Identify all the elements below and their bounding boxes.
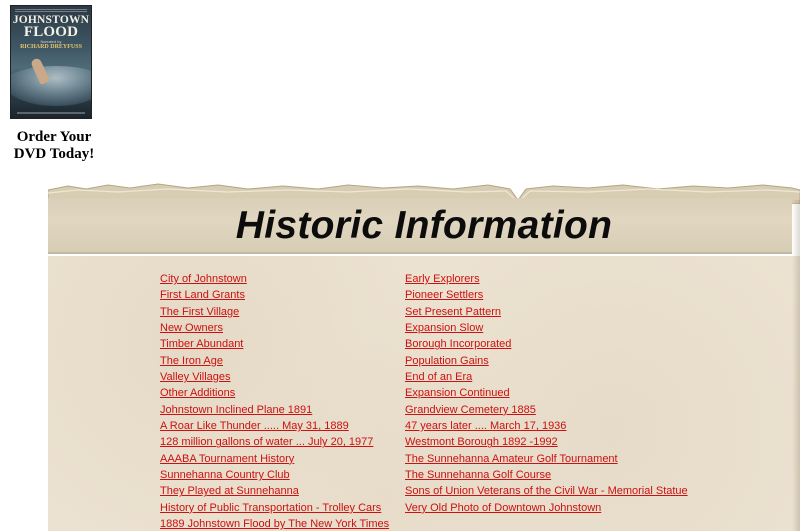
cover-bottom-text	[17, 112, 85, 114]
list-item	[405, 450, 688, 466]
cover-title	[11, 15, 91, 39]
link-aaaba-tournament[interactable]: AAABA Tournament History	[160, 452, 295, 465]
link-first-land-grants[interactable]: First Land Grants	[160, 289, 245, 302]
dvd-cover-image[interactable]	[10, 5, 92, 119]
link-population-gains[interactable]: Population Gains	[405, 354, 489, 367]
list-item	[160, 270, 389, 286]
list-item	[405, 482, 688, 498]
right-link-list	[405, 270, 688, 515]
link-old-photo-downtown[interactable]: Very Old Photo of Downtown Johnstown	[405, 501, 602, 514]
link-early-explorers[interactable]: Early Explorers	[405, 273, 480, 285]
link-expansion-slow[interactable]: Expansion Slow	[405, 322, 484, 335]
list-item	[160, 450, 389, 466]
link-pioneer-settlers[interactable]: Pioneer Settlers	[405, 289, 484, 302]
link-128-million-gallons[interactable]: 128 million gallons of water ... July 20, 1977	[160, 436, 374, 449]
list-item	[160, 433, 389, 449]
list-item	[160, 286, 389, 302]
link-set-present-pattern[interactable]: Set Present Pattern	[405, 305, 501, 318]
list-item	[160, 515, 389, 531]
list-item	[405, 384, 688, 400]
list-item	[405, 303, 688, 319]
cover-tagline	[15, 9, 87, 12]
link-trolley-cars[interactable]: History of Public Transportation - Trolley Cars	[160, 501, 382, 514]
left-link-list	[160, 270, 389, 531]
list-item	[405, 466, 688, 482]
list-item	[160, 368, 389, 384]
link-sunnehanna-country-club[interactable]: Sunnehanna Country Club	[160, 469, 290, 482]
cover-title-line1: JOHNSTOWN	[12, 14, 90, 26]
page-title: Historic Information	[235, 204, 613, 247]
link-sons-of-union-veterans[interactable]: Sons of Union Veterans of the Civil War - Memorial Statue	[405, 485, 688, 498]
list-item	[160, 401, 389, 417]
list-item	[405, 401, 688, 417]
list-item	[405, 319, 688, 335]
link-roar-like-thunder[interactable]: A Roar Like Thunder ..... May 31, 1889	[160, 420, 349, 433]
list-item	[405, 417, 688, 433]
order-line1: Order Your	[16, 129, 92, 145]
list-item	[405, 433, 688, 449]
list-item	[405, 499, 688, 515]
list-item	[405, 335, 688, 351]
flood-wave-art	[10, 66, 92, 106]
link-timber-abundant[interactable]: Timber Abundant	[160, 338, 244, 351]
list-item	[405, 270, 688, 286]
list-item	[160, 466, 389, 482]
list-item	[405, 352, 688, 368]
link-sunnehanna-golf-course[interactable]: The Sunnehanna Golf Course	[405, 469, 552, 482]
order-line2: DVD Today!	[13, 146, 95, 162]
cover-title-line2: FLOOD	[23, 24, 79, 40]
link-played-at-sunnehanna[interactable]: They Played at Sunnehanna	[160, 485, 299, 498]
list-item	[405, 286, 688, 302]
link-city-of-johnstown[interactable]: City of Johnstown	[160, 273, 247, 285]
link-end-of-an-era[interactable]: End of an Era	[405, 371, 473, 384]
list-item	[160, 303, 389, 319]
cover-narrated-by: Narrated by	[40, 39, 62, 44]
link-westmont-borough[interactable]: Westmont Borough 1892 -1992	[405, 436, 558, 449]
link-47-years-later[interactable]: 47 years later .... March 17, 1936	[405, 420, 567, 433]
link-nyt-1889-flood[interactable]: 1889 Johnstown Flood by The New York Times	[160, 518, 390, 531]
link-the-first-village[interactable]: The First Village	[160, 305, 240, 318]
cover-narrator: RICHARD DREYFUSS	[20, 44, 82, 50]
link-the-iron-age[interactable]: The Iron Age	[160, 354, 223, 367]
link-sunnehanna-amateur[interactable]: The Sunnehanna Amateur Golf Tournament	[405, 452, 618, 465]
link-inclined-plane[interactable]: Johnstown Inclined Plane 1891	[160, 403, 313, 416]
list-item	[160, 384, 389, 400]
list-item	[160, 352, 389, 368]
link-borough-incorporated[interactable]: Borough Incorporated	[405, 338, 512, 351]
list-item	[405, 368, 688, 384]
link-expansion-continued[interactable]: Expansion Continued	[405, 387, 510, 400]
list-item	[160, 499, 389, 515]
list-item	[160, 335, 389, 351]
list-item	[160, 482, 389, 498]
link-new-owners[interactable]: New Owners	[160, 322, 223, 335]
order-dvd-link[interactable]	[5, 129, 103, 163]
list-item	[160, 319, 389, 335]
link-valley-villages[interactable]: Valley Villages	[160, 371, 231, 384]
panel-shadow	[792, 200, 800, 531]
list-item	[160, 417, 389, 433]
link-other-additions[interactable]: Other Additions	[160, 387, 236, 400]
link-grandview-cemetery[interactable]: Grandview Cemetery 1885	[405, 403, 536, 416]
